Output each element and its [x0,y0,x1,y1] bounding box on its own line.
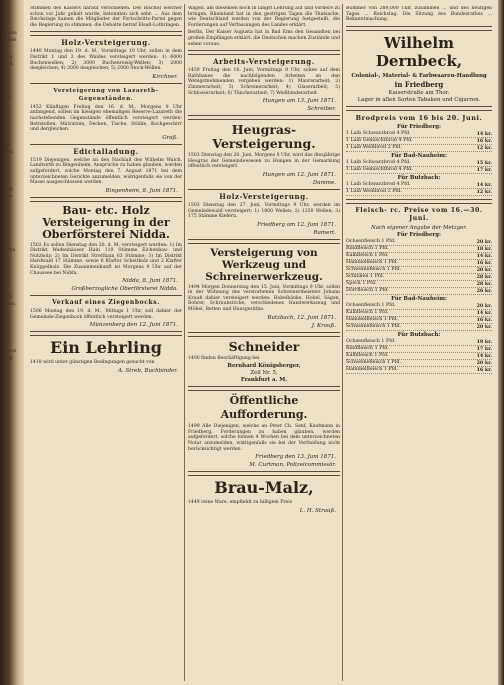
ad-signature: Großherzogliche Oberförsterei Nidda. [71,286,178,293]
price-row [346,310,492,317]
ad-date: Hungen am 12. Juni 1871. [262,171,336,178]
price-item: Schweinefleisch 1 Pfd. [346,266,401,272]
price-row [346,145,492,152]
ad-date: Bingenheim, 8. Juni 1871. [105,187,178,194]
price-town: Für Bad-Nauheim: [391,152,447,159]
price-value: 14 kr. [476,352,492,359]
price-item: 1 Laib Gemischtbrod 4 Pfd. [346,166,413,172]
binding-fragment: ung [3,186,13,192]
price-item: Ochsenfleisch 1 Pfd. [346,338,396,344]
divider [188,239,340,244]
ad-date: Hungen am 13. Juni 1871. [262,98,336,105]
ad-signature: Kirchner. [152,73,178,80]
price-value: 14 kr. [476,181,492,188]
price-value: 28 kr. [476,273,492,280]
ad-signature: Schreiber. [307,106,336,113]
price-item: Hammelfleisch 1 Pfd. [346,316,399,322]
firm-city: in Friedberg [394,79,444,89]
binding-fragment: ung [3,355,13,361]
ad-heading: Verkauf eines Ziegenbocks. [52,299,160,307]
price-row [346,239,492,246]
price-item: Rindfleisch 1 Pfd. [346,345,389,351]
price-value: 14 kr. [476,252,492,259]
ad-heading: Brau-Malz, [214,478,314,498]
ad-body: 1459 Freitag den 16. Juni, Vormittags 9 Uhr, sollen auf dem Rathhause die nachfolgenden Arbeiten an den Wenigstnehmenden vergeben werden: 1) Maurerarbeit; 2) Zimmerarbeit; 3) Schreinerarbeit; 4) Glaserarbeit; 5) Schlosserarbeit; 6) Tüncherarbeit; 7) Weißbinderarbeit. [188,68,340,96]
ad-heading: Öffentliche Aufforderung. [220,394,308,422]
price-town: Für Friedberg: [397,231,441,238]
price-row [346,182,492,189]
news-paragraph: Stimmen des Kaisers darauf verschieden. Der Bischof welcher schon vor Jahr gehalt wurde, betonnten sich sehr. ... Aus dem Reichstage kamen die Mitglieder der Fortschritts-Partei gegen die Regierung zu stimmen; die Debatte betraf Elsaß-Lothringen. [30,6,182,28]
column-rule [342,4,343,681]
ad-body: 1500 Montag den 19. d. M., Mittags 1 Uhr, soll dahier der Gemeinde-Ziegenbock öffentlich versteigert werden. [30,309,182,320]
news-paragraph: Bummer von 289,000 Thlr. zusammen ... und des heutigen Tages ... Reichstag. Die Sitzung des Bundesrathes ... Bekanntmachung. [346,6,492,23]
price-row [346,324,492,331]
price-row [346,138,492,145]
price-value: 17 kr. [476,345,492,352]
price-row [346,246,492,253]
divider [346,199,492,204]
price-value: 12 kr. [476,188,492,195]
binding-fragment: nis [3,95,11,101]
book-binding [0,0,24,685]
firm-lager: Lager in allen Sorten Tabaken und Cigarren. [357,96,481,103]
price-town: Für Butzbach: [397,174,441,181]
divider [346,26,492,31]
divider [188,471,340,476]
price-item: Speck 1 Pfd. [346,280,377,286]
price-town: Für Butzbach: [397,331,441,338]
price-row [346,367,492,374]
price-value: 20 kr. [476,238,492,245]
price-row [346,253,492,260]
price-row [346,317,492,324]
binding-fragment: Gesa [3,247,16,253]
ad-signature: Ramert. [313,229,336,236]
price-item: Hammelfleisch 1 Pfd. [346,366,399,372]
divider [188,115,340,120]
ad-heading: Versteigerung von Werkzeug und Schreinerwerkzeug. [205,246,323,283]
price-item: Ochsenfleisch 1 Pfd. [346,302,396,308]
ad-body: 1490 finden Beschäftigung bei [188,355,260,361]
binding-fragment: chen [3,301,16,307]
column-left [30,6,182,681]
firm-address: Kaiserstraße am Thor. [388,89,450,96]
ad-signature: Damme. [312,179,336,186]
price-row [346,353,492,360]
price-value: 20 kr. [476,323,492,330]
ad-name: Bernhard Königsberger, [227,363,301,370]
ad-heading: Versteigerung von Lazareth-Gegenständen. [53,87,159,102]
column-right [346,6,492,681]
divider [188,386,340,391]
price-item: Kalbfleisch 1 Pfd. [346,309,389,315]
ad-body: 1503 Dienstag den 27. Juni, Vormittags 9 Uhr, werden im Gemeindewald versteigert: 1) 1800 Wellen; 2) 1250 Wellen; 3) 175 Stämme Kiefern. [188,202,340,220]
price-heading: Brodpreis vom 16 bis 20. Juni. [355,113,483,122]
price-row [346,339,492,346]
news-paragraph: Berlin, Der Kaiser Augusta hat in Bad Ems den Gesandten bei großen Empfängen erklärt: die Deutschen machen Zustände und sehen voraus. [188,30,340,47]
ad-heading: Holz-Versteigerung. [219,191,309,201]
price-item: Schweinefleisch 1 Pfd. [346,359,401,365]
price-value: 17 kr. [476,166,492,173]
price-value: 20 kr. [476,302,492,309]
binding-fragment: Sch [3,294,13,300]
price-item: Kalbfleisch 1 Pfd. [346,352,389,358]
price-row [346,131,492,138]
ad-date: Butzbach, 12. Juni 1871. [267,314,336,321]
binding-fragment: n Gei [3,37,17,43]
divider [188,189,340,190]
divider [188,50,340,55]
price-item: 1 Laib Schwarzbrod 4 Pfd. [346,181,411,187]
ad-signature: M. Curtman, Polizeicommissär. [249,462,336,469]
ad-heading: Bau- etc. Holz Versteigerung in der Oberförsterei Nidda. [42,203,170,241]
ad-signature: Münzenberg den 12. Juni 1871. [89,322,178,329]
ad-body: 1503 Dienstag den 20. Juni, Morgens 8 Uhr, wird das diesjährige Heugras der Gemeindewiesen zu Hungen in der Gemarkung öffentlich versteigert. [188,153,340,170]
price-value: 20 kr. [476,359,492,366]
price-item: 1 Laib Gemischtbrod 4 Pfd. [346,137,413,143]
page-edge [498,0,504,685]
ad-date: Nidda, 8. Juni 1871. [122,278,178,285]
ad-heading: Heugras-Versteigerung. [212,122,316,152]
price-value: 18 kr. [476,245,492,252]
ad-date: Friedberg den 13. Juni 1871. [255,454,336,461]
price-item: 1 Laib Schwarzbrod 4 Pfd. [346,159,411,165]
price-value: 26 kr. [476,287,492,294]
price-value: 14 kr. [476,130,492,137]
column-rule [184,4,185,681]
price-row [346,260,492,267]
price-row [346,189,492,196]
ad-date: Friedberg am 12. Juni 1871. [257,221,336,228]
price-value: 19 kr. [476,338,492,345]
binding-fragment: ng, [3,240,12,246]
ad-signature: L. H. Strauß. [299,507,336,514]
ad-body: 1519 Diejenigen, welche an den Nachlaß des Wilhelm Walch, Landwirth zu Bingenheim, Ansprüche zu haben glauben, werden aufgefordert, solche Montag den 7. August 1871 bei dem unterzeichneten Gerichte anzumelden, widrigenfalls sie von der Masse ausgeschlossen werden. [30,157,182,186]
price-value: 14 kr. [476,309,492,316]
price-value: 28 kr. [476,280,492,287]
price-row [346,288,492,295]
ad-signature: A. Streb, Buchbinder. [118,368,178,375]
price-value: 16 kr. [476,316,492,323]
divider [346,106,492,111]
price-row [346,160,492,167]
firm-subtitle: Colonial-, Material- & Farbwaaren-Handlung [351,72,487,79]
column-middle [188,6,340,681]
ad-signature: J. Krauß. [311,322,336,329]
ad-body: 1418 wird unter günstigen Bedingungen gesucht von [30,360,155,366]
price-item: 1 Laib Weißbrod 2 Pfd. [346,188,402,194]
price-value: 16 kr. [476,137,492,144]
ad-heading: Schneider [228,338,300,354]
news-paragraph: Wagen, am dieselben noch in längst Lehrung auf und Vordere zu bringen. Rheinland hat in den gestrigen Tagen die Thatsache, wie Deutschland werden von der Regierung festgestellt, die Forderungen auf Verfassungen des Landes erklärt. [188,6,340,28]
binding-fragment: er [3,88,9,94]
ad-heading: Edictalladung. [73,146,139,156]
price-item: Schinken 1 Pfd. [346,273,385,279]
divider [30,144,182,145]
newspaper-page [24,0,498,685]
price-row [346,303,492,310]
ad-signature: Graß. [162,134,178,141]
binding-fragment: ng [3,142,10,148]
binding-fragment: Geb [3,149,14,155]
price-value: 16 kr. [476,259,492,266]
price-value: 20 kr. [476,266,492,273]
binding-fragment: gaste [3,30,17,36]
ad-address: Zeil Nr. 5, [250,370,278,377]
ad-heading: Ein Lehrling [50,338,162,358]
divider [188,332,340,337]
divider [30,197,182,202]
price-item: Ochsenfleisch 1 Pfd. [346,238,396,244]
divider [30,295,182,296]
divider [30,331,182,336]
binding-fragment: eines [3,348,17,354]
price-subtitle: Nach eigener Angabe der Metzger. [370,224,467,231]
price-item: Dörrfleisch 1 Pfd. [346,287,389,293]
price-row [346,360,492,367]
ad-heading: Holz-Versteigerung. [61,38,151,48]
ad-body: 1452 Künftigen Freitag den 16. d. M., Morgens 9 Uhr anfangend, sollen im hiesigen ehemaligen Reserve-Lazareth die nachstehenden Gegenstände öffentlich versteigert werden: Bettstellen, Matratzen, Decken, Tische, Stühle, Kochgeschirr und dergleichen. [30,104,182,133]
price-item: 1 Laib Weißbrod 2 Pfd. [346,144,402,150]
ad-body: 1499 Alle Diejenigen, welche an Peter Ch. Senf, Kaufmann in Friedberg, Forderungen zu haben glauben, werden aufgefordert, solche binnen 4 Wochen bei dem unterzeichneten Notar anzumelden, widrigenfalls sie bei der Vertheilung nicht berücksichtigt werden. [188,424,340,452]
firm-heading: Wilhelm Dernbeck, [375,33,463,70]
price-row [346,267,492,274]
price-value: 16 kr. [476,366,492,373]
binding-fragment: ung [3,54,13,60]
ad-heading: Arbeits-Versteigerung. [213,57,315,67]
price-heading: Fleisch- rc. Preise vom 16.—30. Juni. [355,206,483,222]
price-item: Hammelfleisch 1 Pfd. [346,259,399,265]
price-item: Schweinefleisch 1 Pfd. [346,323,401,329]
price-row [346,274,492,281]
price-town: Für Friedberg: [397,123,441,130]
ad-body: 1440 Montag den 19. d. M., Vormittags 10 Uhr, sollen in dem Distrikt 1 und 2 des Waldes versteigert werden: 1) 6000 Buchenwellen; 2) 3000 Buchenreisig-Wellen; 3) 2000 desgleichen; 4) 2000 desgleichen; 5) 2000 Stock-Wellen. [30,49,182,72]
binding-fragment: 1. A [3,61,13,67]
price-item: Rindfleisch 1 Pfd. [346,245,389,251]
divider [30,31,182,36]
price-row [346,281,492,288]
price-item: Kalbfleisch 1 Pfd. [346,252,389,258]
ad-body: 1502 Es sollen Dienstag den 20. d. M. versteigert werden: 1) Im Distrikt Wadenhäuser Hain 110 Stämme Eichenbau- und Nutzholz; 2) Im Distrikt Streithain 63 Stämme; 3) Im Distrikt Hardwald 17 Stämme, sowie 6 Klafter Scheitholz und 2 Klafter Knüppelholz. Die Zusammenkunft ist Morgens 9 Uhr auf der Chaussee bei Nidda. [30,242,182,276]
binding-fragment: Wie [3,193,13,199]
divider [30,83,182,84]
price-item: 1 Laib Schwarzbrod 4 Pfd. [346,130,411,136]
price-town: Für Bad-Nauheim: [391,295,447,302]
ad-body: 1449 reine Ware, empfiehlt zu billigem Preis [188,500,293,506]
price-row [346,167,492,174]
ad-body: 1494 Morgen Donnerstag den 15. Juni, Vormittags 9 Uhr, sollen in der Wohnung des verstorbenen Schreinermeisters Johann Krauß dahier versteigert werden: Hobelbänke, Hobel, Sägen, Bohrer, Schraubstöcke, verschiedenes Handwerkszeug und Möbel, Betten und Hausgeräthe. [188,284,340,313]
price-value: 12 kr. [476,144,492,151]
price-row [346,346,492,353]
ad-city: Frankfurt a. M. [240,377,288,384]
price-value: 15 kr. [476,159,492,166]
